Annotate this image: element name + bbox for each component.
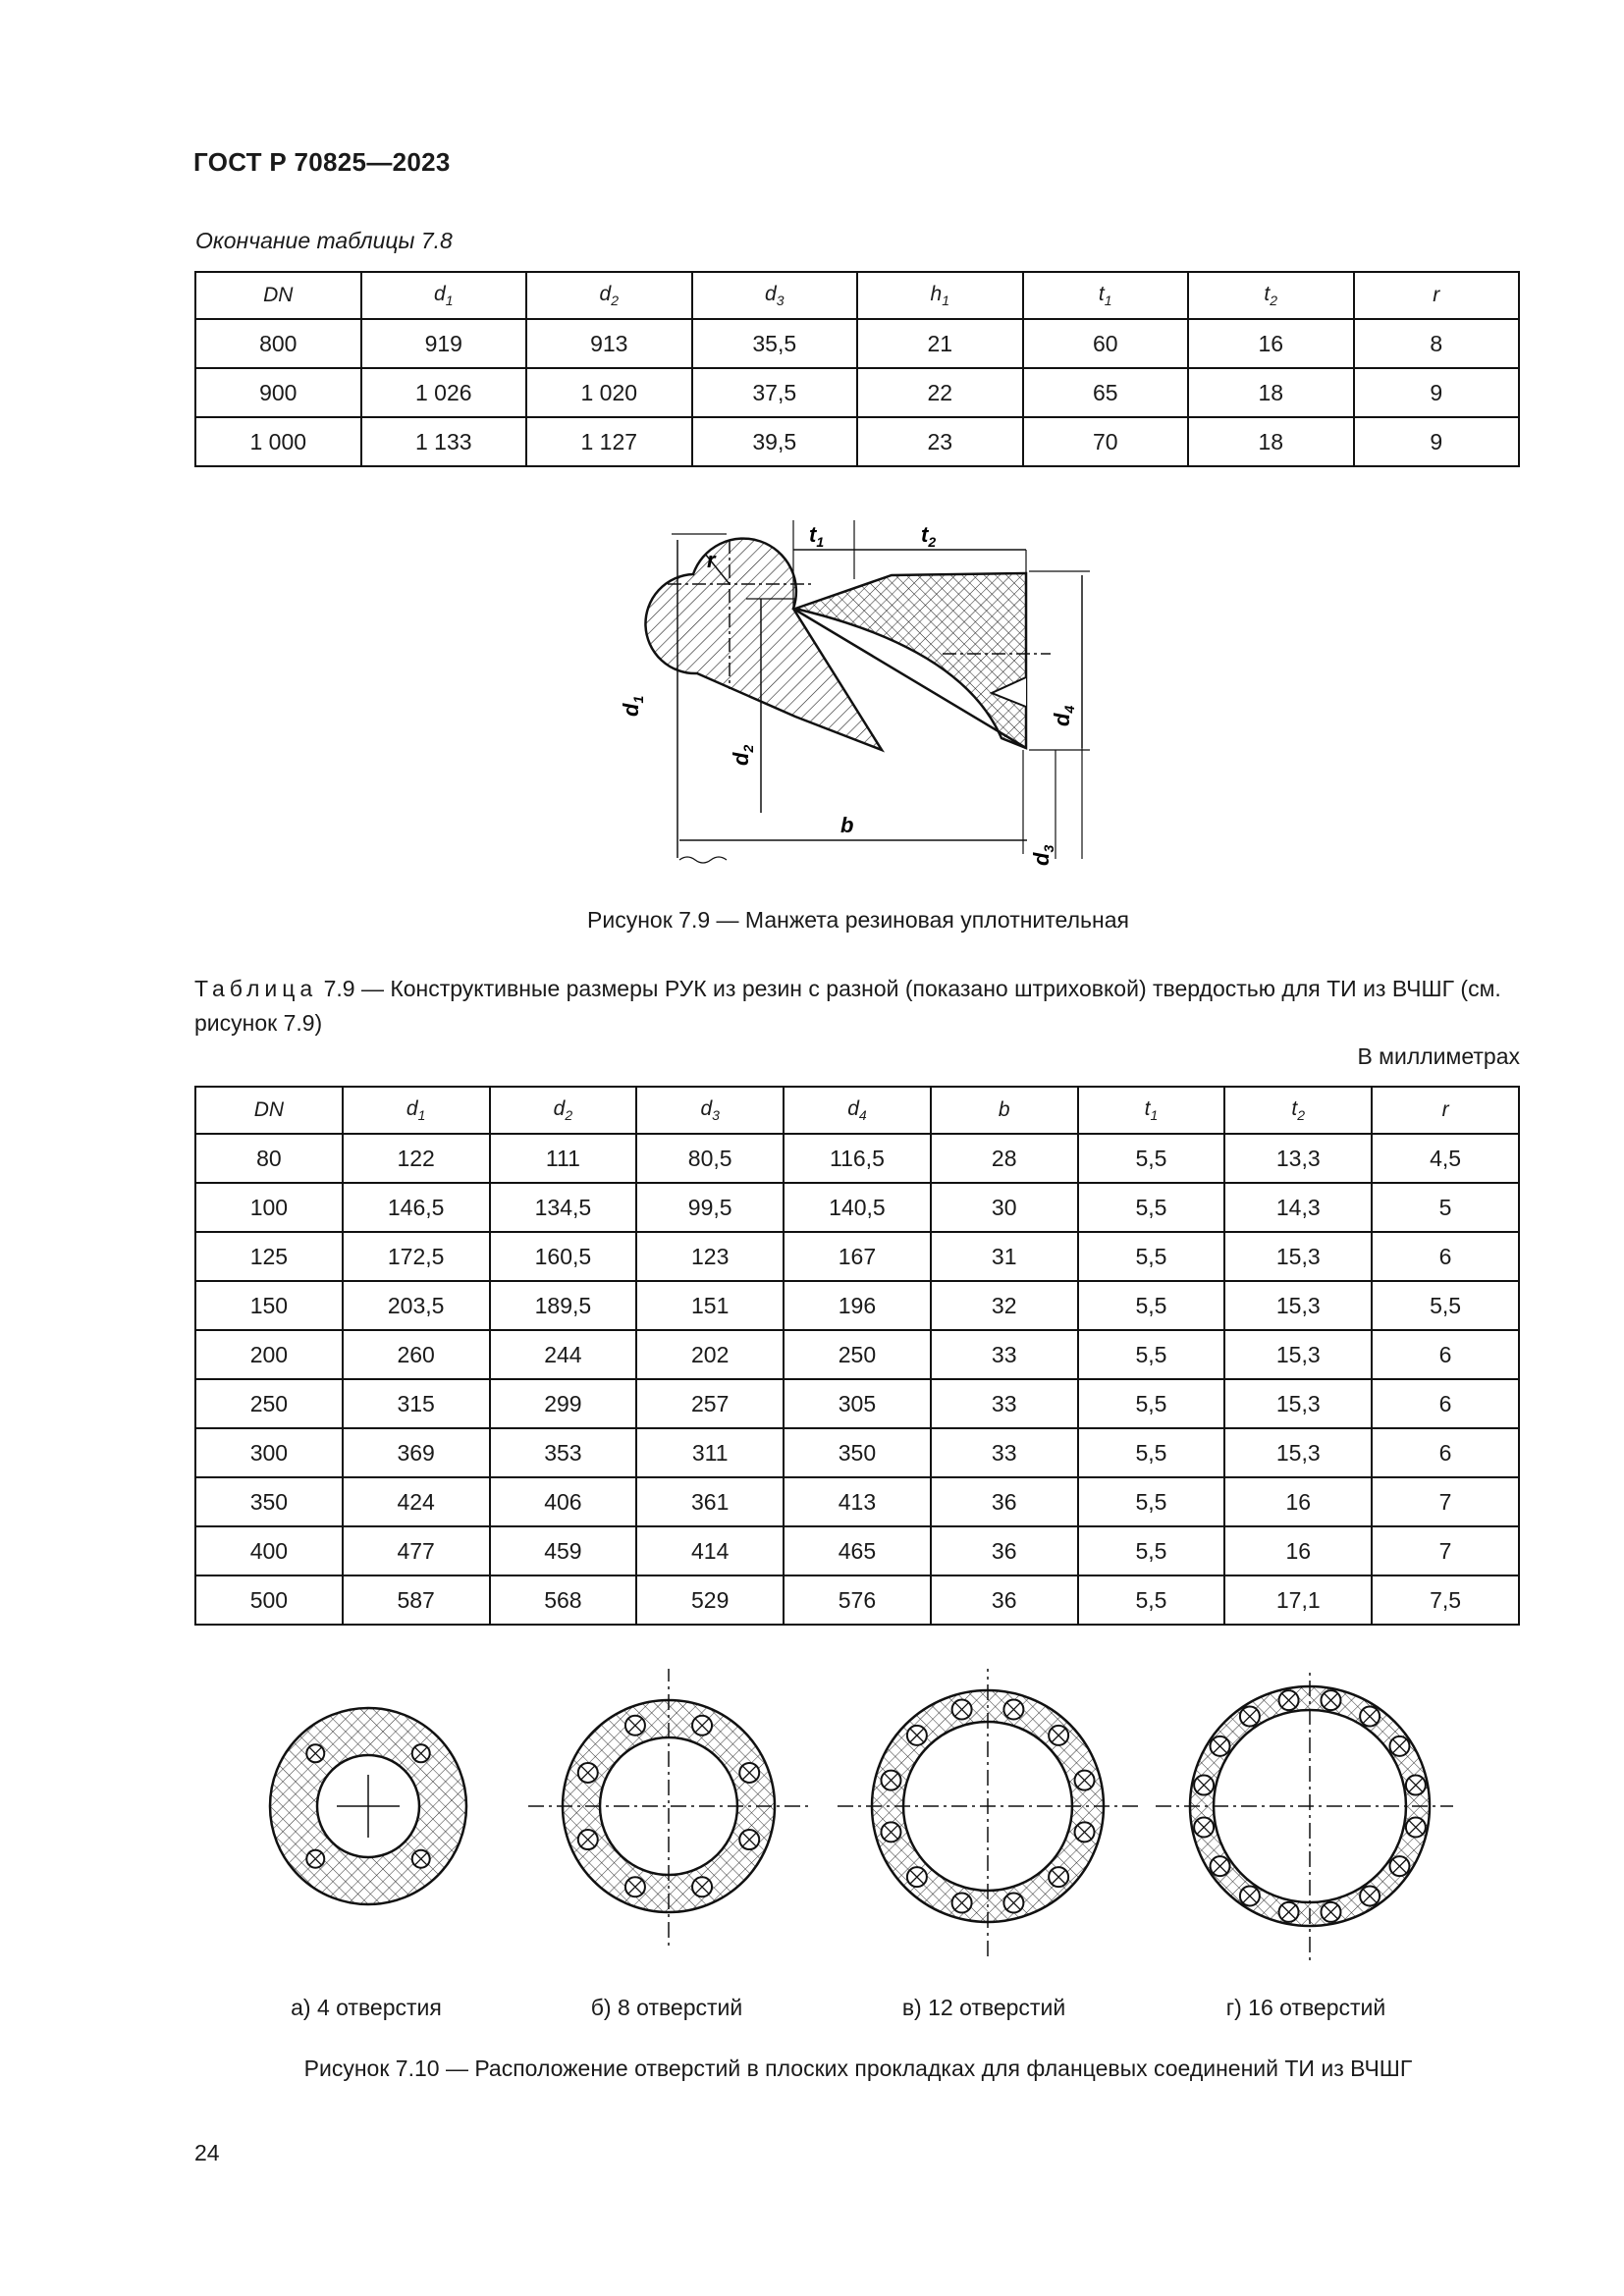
table-cell: 140,5 <box>784 1183 931 1232</box>
bolt-hole <box>1406 1817 1426 1837</box>
table-cell: 406 <box>490 1477 637 1526</box>
table-cell: 125 <box>195 1232 343 1281</box>
bolt-hole <box>692 1877 712 1896</box>
column-header-d4: $d_4$ <box>784 1087 931 1134</box>
table-cell: 465 <box>784 1526 931 1575</box>
label-r: r <box>707 548 716 572</box>
table-cell: 150 <box>195 1281 343 1330</box>
column-header-t1: $t_1$ <box>1078 1087 1225 1134</box>
table-cell: 33 <box>931 1379 1078 1428</box>
table-row <box>195 1134 1519 1183</box>
table-cell: 33 <box>931 1330 1078 1379</box>
table-cell: 28 <box>931 1134 1078 1183</box>
table-cell: 196 <box>784 1281 931 1330</box>
table-cell: 100 <box>195 1183 343 1232</box>
table-cell: 5,5 <box>1078 1526 1225 1575</box>
table-row <box>195 319 1519 368</box>
units-label: В миллиметрах <box>1357 1043 1520 1069</box>
table-cell: 203,5 <box>343 1281 490 1330</box>
table-cell: 189,5 <box>490 1281 637 1330</box>
table-row <box>195 1330 1519 1379</box>
figure-7-9-caption: Рисунок 7.9 — Манжета резиновая уплотнительная <box>587 907 1129 933</box>
table-cell: 6 <box>1372 1428 1519 1477</box>
table-cell: 70 <box>1023 417 1189 466</box>
bolt-hole <box>412 1744 430 1762</box>
svg-text:t1 <box>809 522 824 550</box>
table-cell: 350 <box>195 1477 343 1526</box>
table-7-9 <box>194 1086 1520 1626</box>
table-row <box>195 1281 1519 1330</box>
table-cell: 65 <box>1023 368 1189 417</box>
table-cell: 424 <box>343 1477 490 1526</box>
table-continuation-label: Окончание таблицы 7.8 <box>195 228 453 253</box>
table-cell: 18 <box>1188 368 1354 417</box>
column-header-d3: $d_3$ <box>636 1087 784 1134</box>
table-cell: 5,5 <box>1078 1379 1225 1428</box>
bolt-hole <box>306 1744 324 1762</box>
bolt-hole <box>578 1763 598 1783</box>
table-cell: 477 <box>343 1526 490 1575</box>
label-d3-sub: 3 <box>1041 844 1056 853</box>
column-header-d3: $d_3$ <box>692 272 858 319</box>
bolt-hole <box>1075 1822 1095 1842</box>
label-t1-sub: 1 <box>816 534 825 550</box>
table-cell: 36 <box>931 1575 1078 1625</box>
table-cell: 5,5 <box>1078 1575 1225 1625</box>
figure-7-9-seal-cross-section <box>609 510 1119 874</box>
table-cell: 15,3 <box>1224 1281 1372 1330</box>
bolt-hole <box>907 1867 927 1887</box>
label-t2: t <box>921 522 929 547</box>
table-cell: 500 <box>195 1575 343 1625</box>
table-cell: 17,1 <box>1224 1575 1372 1625</box>
table-cell: 21 <box>857 319 1023 368</box>
table-cell: 172,5 <box>343 1232 490 1281</box>
table-cell: 15,3 <box>1224 1232 1372 1281</box>
bolt-hole <box>1360 1707 1380 1727</box>
gasket-4-holes <box>270 1708 466 1904</box>
table-cell: 6 <box>1372 1232 1519 1281</box>
bolt-hole <box>1049 1867 1068 1887</box>
bolt-hole <box>1049 1726 1068 1745</box>
column-header-b: b <box>931 1087 1078 1134</box>
table-cell: 111 <box>490 1134 637 1183</box>
bolt-hole <box>1321 1690 1340 1710</box>
bolt-hole <box>907 1726 927 1745</box>
gasket-16-holes <box>1156 1669 1453 1960</box>
svg-text:d1 <box>619 696 646 717</box>
bolt-hole <box>1240 1707 1260 1727</box>
bolt-hole <box>1389 1736 1409 1756</box>
table-row <box>195 1379 1519 1428</box>
table-cell: 7 <box>1372 1477 1519 1526</box>
label-t1: t <box>809 522 817 547</box>
page-number: 24 <box>194 2140 220 2165</box>
table-cell: 4,5 <box>1372 1134 1519 1183</box>
table-cell: 99,5 <box>636 1183 784 1232</box>
gasket-12-holes <box>838 1669 1138 1956</box>
table-caption-text: 7.9 — Конструктивные размеры РУК из резин с разной (показано штриховкой) твердостью для ТИ из ВЧШГ (см. рисунок 7.9) <box>194 976 1501 1036</box>
table-caption-prefix: Таблица <box>194 976 318 1001</box>
label-d2: d <box>729 752 753 766</box>
bolt-hole <box>881 1822 900 1842</box>
bolt-hole <box>1003 1894 1023 1913</box>
table-cell: 568 <box>490 1575 637 1625</box>
label-d4-sub: 4 <box>1061 705 1077 714</box>
table-cell: 305 <box>784 1379 931 1428</box>
table-cell: 13,3 <box>1224 1134 1372 1183</box>
table-cell: 1 026 <box>361 368 527 417</box>
table-row <box>195 1575 1519 1625</box>
table-cell: 576 <box>784 1575 931 1625</box>
table-cell: 160,5 <box>490 1232 637 1281</box>
column-header-t2: $t_2$ <box>1224 1087 1372 1134</box>
figure-7-10-label-a: а) 4 отверстия <box>291 1995 442 2020</box>
table-cell: 37,5 <box>692 368 858 417</box>
figure-7-10-gaskets <box>245 1669 1453 1963</box>
table-cell: 350 <box>784 1428 931 1477</box>
table-cell: 369 <box>343 1428 490 1477</box>
table-row <box>195 1526 1519 1575</box>
table-row <box>195 368 1519 417</box>
table-cell: 9 <box>1354 417 1520 466</box>
bolt-hole <box>952 1894 972 1913</box>
table-cell: 22 <box>857 368 1023 417</box>
table-cell: 244 <box>490 1330 637 1379</box>
label-d3: d <box>1029 852 1054 866</box>
table-cell: 1 127 <box>526 417 692 466</box>
table-cell: 15,3 <box>1224 1379 1372 1428</box>
table-7-8 <box>194 271 1520 467</box>
bolt-hole <box>1075 1771 1095 1790</box>
bolt-hole <box>1321 1902 1340 1922</box>
bolt-hole <box>1279 1902 1299 1922</box>
table-cell: 16 <box>1224 1477 1372 1526</box>
table-cell: 250 <box>195 1379 343 1428</box>
bolt-hole <box>625 1877 645 1896</box>
table-cell: 16 <box>1188 319 1354 368</box>
table-cell: 5,5 <box>1078 1281 1225 1330</box>
table-cell: 7 <box>1372 1526 1519 1575</box>
bolt-hole <box>412 1850 430 1868</box>
bolt-hole <box>1211 1736 1230 1756</box>
column-header-d2: $d_2$ <box>526 272 692 319</box>
table-cell: 5,5 <box>1372 1281 1519 1330</box>
column-header-t2: $t_2$ <box>1188 272 1354 319</box>
column-header-r: r <box>1372 1087 1519 1134</box>
table-cell: 36 <box>931 1526 1078 1575</box>
table-cell: 257 <box>636 1379 784 1428</box>
table-cell: 32 <box>931 1281 1078 1330</box>
table-cell: 529 <box>636 1575 784 1625</box>
bolt-hole <box>1003 1699 1023 1719</box>
table-cell: 353 <box>490 1428 637 1477</box>
table-cell: 122 <box>343 1134 490 1183</box>
bolt-hole <box>1211 1856 1230 1876</box>
bolt-hole <box>1194 1776 1214 1795</box>
table-cell: 361 <box>636 1477 784 1526</box>
bolt-hole <box>739 1830 759 1849</box>
table-cell: 202 <box>636 1330 784 1379</box>
table-cell: 5,5 <box>1078 1330 1225 1379</box>
column-header-t1: $t_1$ <box>1023 272 1189 319</box>
table-header-row <box>195 272 1519 319</box>
table-cell: 35,5 <box>692 319 858 368</box>
table-cell: 260 <box>343 1330 490 1379</box>
table-cell: 5,5 <box>1078 1477 1225 1526</box>
figure-7-10-label-g: г) 16 отверстий <box>1225 1995 1386 2020</box>
bolt-hole <box>1389 1856 1409 1876</box>
table-cell: 23 <box>857 417 1023 466</box>
column-header-d1: $d_1$ <box>361 272 527 319</box>
table-7-9-caption <box>194 972 1522 1041</box>
bolt-hole <box>578 1830 598 1849</box>
table-cell: 1 020 <box>526 368 692 417</box>
table-cell: 30 <box>931 1183 1078 1232</box>
table-cell: 5,5 <box>1078 1183 1225 1232</box>
table-cell: 900 <box>195 368 361 417</box>
soft-rubber-zone <box>645 539 882 750</box>
table-cell: 459 <box>490 1526 637 1575</box>
table-row <box>195 1428 1519 1477</box>
table-cell: 80 <box>195 1134 343 1183</box>
svg-text:d2 <box>729 745 756 766</box>
table-cell: 9 <box>1354 368 1520 417</box>
svg-text:d3 <box>1029 845 1056 866</box>
table-cell: 1 133 <box>361 417 527 466</box>
table-header-row <box>195 1087 1519 1134</box>
table-cell: 414 <box>636 1526 784 1575</box>
document-header: ГОСТ Р 70825—2023 <box>193 147 451 177</box>
figure-7-10-label-v: в) 12 отверстий <box>901 1995 1066 2020</box>
table-row <box>195 1477 1519 1526</box>
label-d1: d <box>619 703 643 717</box>
svg-text:d4 <box>1050 706 1077 726</box>
table-cell: 16 <box>1224 1526 1372 1575</box>
table-row <box>195 417 1519 466</box>
table-cell: 250 <box>784 1330 931 1379</box>
table-cell: 116,5 <box>784 1134 931 1183</box>
table-row <box>195 1183 1519 1232</box>
bolt-hole <box>1279 1690 1299 1710</box>
table-cell: 5,5 <box>1078 1232 1225 1281</box>
table-cell: 18 <box>1188 417 1354 466</box>
table-cell: 1 000 <box>195 417 361 466</box>
bolt-hole <box>625 1716 645 1735</box>
svg-text:t2 <box>921 522 936 550</box>
label-b: b <box>840 813 854 837</box>
table-cell: 413 <box>784 1477 931 1526</box>
table-cell: 36 <box>931 1477 1078 1526</box>
column-header-d2: $d_2$ <box>490 1087 637 1134</box>
column-header-dn: DN <box>195 1087 343 1134</box>
label-d4: d <box>1050 713 1074 726</box>
table-cell: 400 <box>195 1526 343 1575</box>
table-cell: 14,3 <box>1224 1183 1372 1232</box>
table-cell: 311 <box>636 1428 784 1477</box>
table-cell: 5 <box>1372 1183 1519 1232</box>
table-cell: 146,5 <box>343 1183 490 1232</box>
bolt-hole <box>1240 1886 1260 1905</box>
table-cell: 300 <box>195 1428 343 1477</box>
table-cell: 134,5 <box>490 1183 637 1232</box>
figure-7-10-caption: Рисунок 7.10 — Расположение отверстий в плоских прокладках для фланцевых соединений ТИ из ВЧШГ <box>303 2056 1413 2081</box>
table-cell: 6 <box>1372 1379 1519 1428</box>
bolt-hole <box>306 1850 324 1868</box>
figure-7-10-label-b: б) 8 отверстий <box>590 1995 743 2020</box>
gasket-8-holes <box>528 1669 809 1947</box>
table-cell: 80,5 <box>636 1134 784 1183</box>
column-header-r: r <box>1354 272 1520 319</box>
table-cell: 5,5 <box>1078 1134 1225 1183</box>
table-cell: 315 <box>343 1379 490 1428</box>
table-cell: 913 <box>526 319 692 368</box>
table-cell: 200 <box>195 1330 343 1379</box>
bolt-hole <box>739 1763 759 1783</box>
table-cell: 6 <box>1372 1330 1519 1379</box>
table-cell: 167 <box>784 1232 931 1281</box>
bolt-hole <box>1406 1776 1426 1795</box>
table-cell: 7,5 <box>1372 1575 1519 1625</box>
table-row <box>195 1232 1519 1281</box>
column-header-d1: $d_1$ <box>343 1087 490 1134</box>
table-cell: 299 <box>490 1379 637 1428</box>
table-cell: 123 <box>636 1232 784 1281</box>
table-cell: 800 <box>195 319 361 368</box>
column-header-dn: DN <box>195 272 361 319</box>
bolt-hole <box>1194 1817 1214 1837</box>
table-cell: 60 <box>1023 319 1189 368</box>
table-cell: 15,3 <box>1224 1330 1372 1379</box>
table-cell: 587 <box>343 1575 490 1625</box>
table-cell: 151 <box>636 1281 784 1330</box>
table-cell: 8 <box>1354 319 1520 368</box>
table-cell: 39,5 <box>692 417 858 466</box>
bolt-hole <box>692 1716 712 1735</box>
bolt-hole <box>881 1771 900 1790</box>
table-cell: 31 <box>931 1232 1078 1281</box>
label-d2-sub: 2 <box>740 744 756 753</box>
table-cell: 919 <box>361 319 527 368</box>
table-cell: 33 <box>931 1428 1078 1477</box>
column-header-h1: $h_1$ <box>857 272 1023 319</box>
label-t2-sub: 2 <box>928 534 937 550</box>
bolt-hole <box>1360 1886 1380 1905</box>
bolt-hole <box>952 1699 972 1719</box>
label-d1-sub: 1 <box>630 695 646 704</box>
table-cell: 15,3 <box>1224 1428 1372 1477</box>
table-cell: 5,5 <box>1078 1428 1225 1477</box>
